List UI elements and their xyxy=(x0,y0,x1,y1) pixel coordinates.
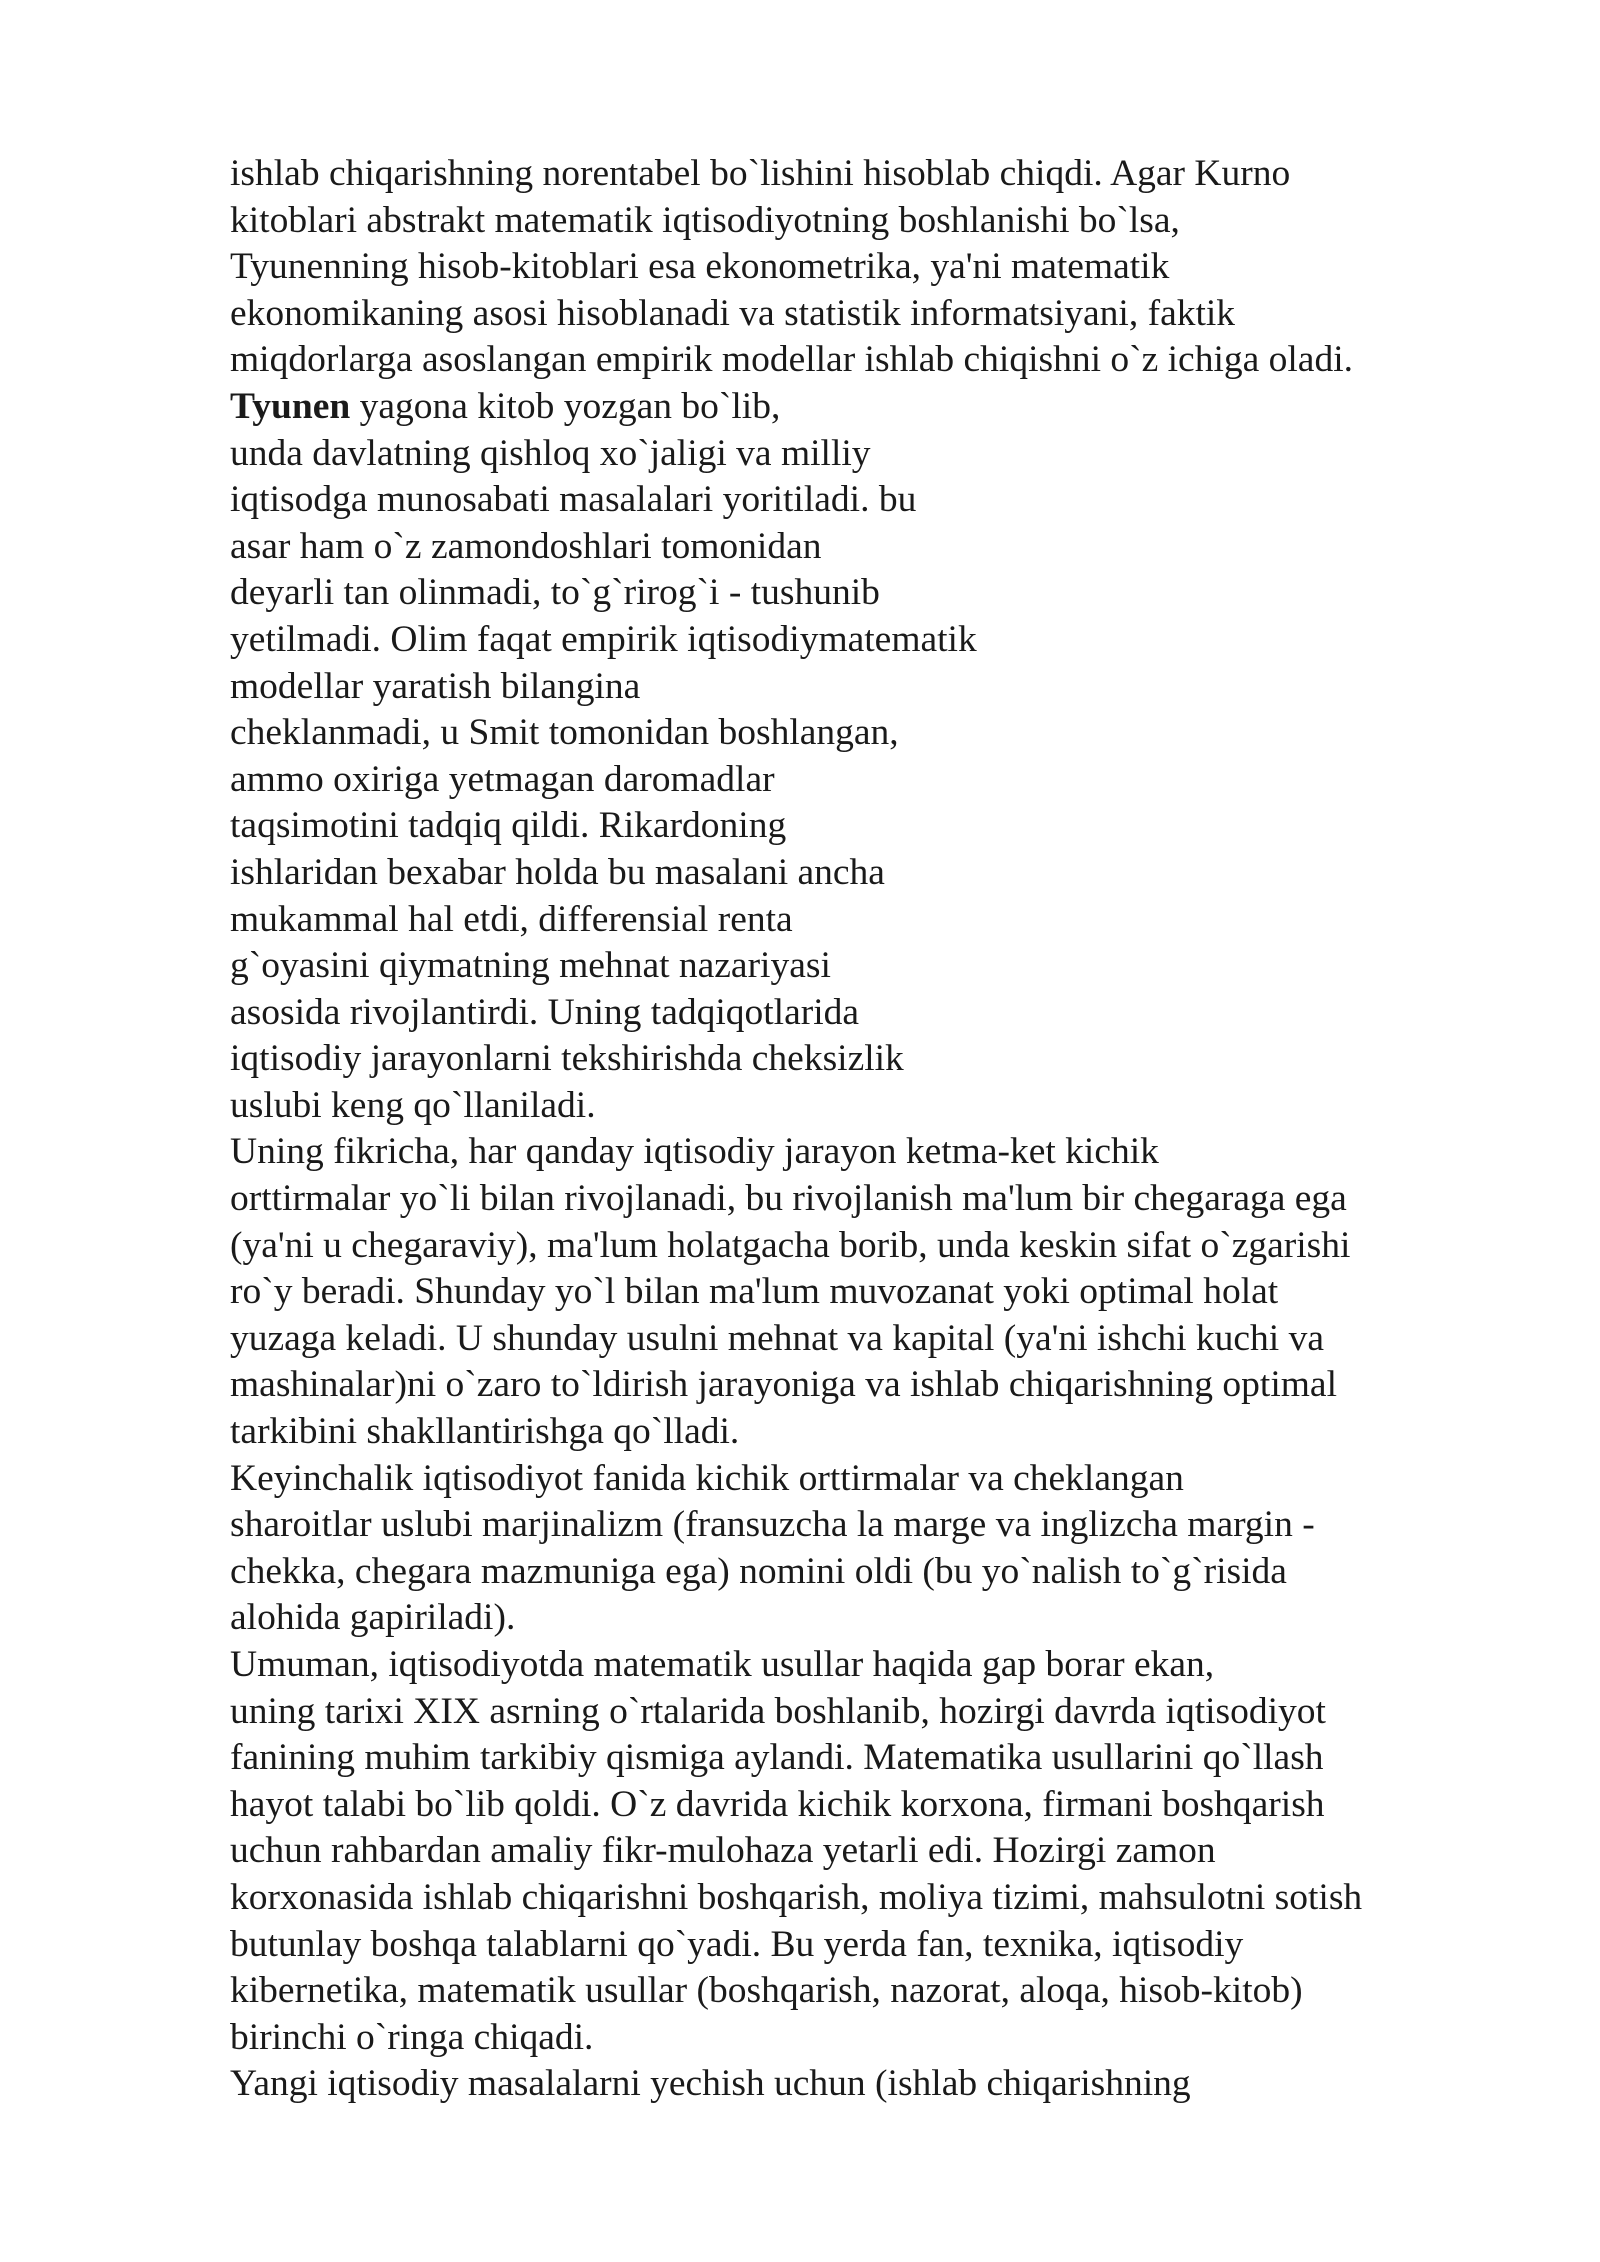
text-line: Tyunenning hisob-kitoblari esa ekonometrika, ya'ni matematik xyxy=(230,246,1170,288)
text-line: uslubi keng qo`llaniladi. xyxy=(230,1084,596,1126)
text-line: uning tarixi XIX asrning o`rtalarida boshlanib, hozirgi davrda iqtisodiyot xyxy=(230,1690,1326,1732)
text-line: korxonasida ishlab chiqarishni boshqarish, moliya tizimi, mahsulotni sotish xyxy=(230,1876,1363,1918)
text-line: uchun rahbardan amaliy fikr-mulohaza yetarli edi. Hozirgi zamon xyxy=(230,1830,1216,1872)
text-line: unda davlatning qishloq xo`jaligi va milliy xyxy=(230,432,871,474)
text-line: hayot talabi bo`lib qoldi. O`z davrida kichik korxona, firmani boshqarish xyxy=(230,1783,1325,1825)
text-line: fanining muhim tarkibiy qismiga aylandi. Matematika usullarini qo`llash xyxy=(230,1737,1324,1779)
text-line: asar ham o`z zamondoshlari tomonidan xyxy=(230,525,822,567)
text-line: (ya'ni u chegaraviy), ma'lum holatgacha borib, unda keskin sifat o`zgarishi xyxy=(230,1224,1351,1266)
text-line-with-term xyxy=(230,384,1510,431)
text-line: cheklanmadi, u Smit tomonidan boshlangan, xyxy=(230,712,899,754)
text-line: iqtisodga munosabati masalalari yoritiladi. bu xyxy=(230,479,917,521)
text-line: ekonomikaning asosi hisoblanadi va statistik informatsiyani, faktik xyxy=(230,292,1236,334)
text-line: taqsimotini tadqiq qildi. Rikardoning xyxy=(230,805,787,847)
text-line: alohida gapiriladi). xyxy=(230,1597,516,1639)
text-line: deyarli tan olinmadi, to`g`rirog`i - tushunib xyxy=(230,572,880,614)
text-line: modellar yaratish bilangina xyxy=(230,665,641,707)
document-page xyxy=(230,151,1510,2108)
text-line: g`oyasini qiymatning mehnat nazariyasi xyxy=(230,945,831,987)
text-line: sharoitlar uslubi marjinalizm (fransuzcha la marge va inglizcha margin - xyxy=(230,1504,1315,1546)
text-line: Uning fikricha, har qanday iqtisodiy jarayon ketma-ket kichik xyxy=(230,1131,1159,1173)
text-line: kibernetika, matematik usullar (boshqarish, nazorat, aloqa, hisob-kitob) xyxy=(230,1970,1303,2012)
text-line: ishlaridan bexabar holda bu masalani ancha xyxy=(230,851,885,893)
text-line: birinchi o`ringa chiqadi. xyxy=(230,2016,594,2058)
text-line: iqtisodiy jarayonlarni tekshirishda cheksizlik xyxy=(230,1038,904,1080)
text-line: chekka, chegara mazmuniga ega) nomini oldi (bu yo`nalish to`g`risida xyxy=(230,1550,1287,1592)
text-line: ammo oxiriga yetmagan daromadlar xyxy=(230,758,775,800)
bold-term: Tyunen xyxy=(230,385,351,427)
text-line: tarkibini shakllantirishga qo`lladi. xyxy=(230,1411,740,1453)
text-line: yuzaga keladi. U shunday usulni mehnat va kapital (ya'ni ishchi kuchi va xyxy=(230,1317,1324,1359)
text-line: yetilmadi. Olim faqat empirik iqtisodiymatematik xyxy=(230,618,977,660)
text-line: orttirmalar yo`li bilan rivojlanadi, bu rivojlanish ma'lum bir chegaraga ega xyxy=(230,1178,1347,1220)
text-line: Yangi iqtisodiy masalalarni yechish uchun (ishlab chiqarishning xyxy=(230,2063,1191,2105)
text-line: kitoblari abstrakt matematik iqtisodiyotning boshlanishi bo`lsa, xyxy=(230,199,1180,241)
text-line: ro`y beradi. Shunday yo`l bilan ma'lum muvozanat yoki optimal holat xyxy=(230,1271,1279,1313)
text-line: Umuman, iqtisodiyotda matematik usullar haqida gap borar ekan, xyxy=(230,1644,1215,1685)
text-line: mashinalar)ni o`zaro to`ldirish jarayoniga va ishlab chiqarishning optimal xyxy=(230,1364,1337,1406)
text-line: asosida rivojlantirdi. Uning tadqiqotlarida xyxy=(230,991,860,1033)
text-line: ishlab chiqarishning norentabel bo`lishini hisoblab chiqdi. Agar Kurno xyxy=(230,153,1291,194)
text-line: Keyinchalik iqtisodiyot fanida kichik orttirmalar va cheklangan xyxy=(230,1457,1184,1499)
text-line: mukammal hal etdi, differensial renta xyxy=(230,898,793,940)
text-line: butunlay boshqa talablarni qo`yadi. Bu yerda fan, texnika, iqtisodiy xyxy=(230,1923,1244,1965)
term-continuation: yagona kitob yozgan bo`lib, xyxy=(350,385,781,427)
text-line: miqdorlarga asoslangan empirik modellar ishlab chiqishni o`z ichiga oladi. xyxy=(230,339,1353,381)
